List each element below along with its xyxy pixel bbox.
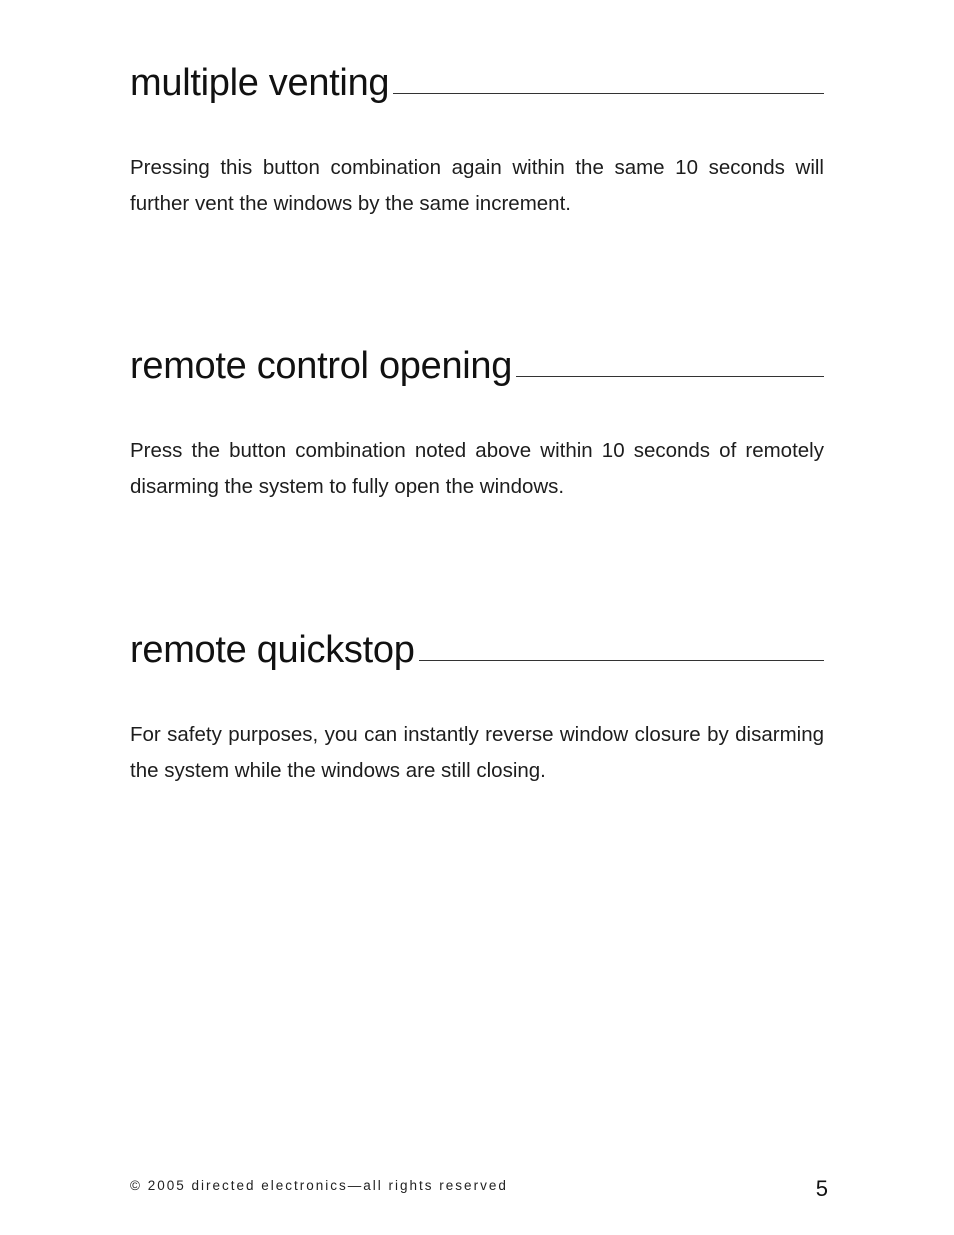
section-body: Pressing this button combination again within the same 10 seconds will further vent the windows by the same increment. (130, 156, 824, 215)
section-heading: remote quickstop (130, 631, 419, 669)
page-number: 5 (815, 1176, 828, 1201)
section-heading: multiple venting (130, 64, 393, 102)
section-multiple-venting (130, 58, 824, 222)
section-remote-quickstop (130, 625, 824, 789)
section-body: For safety purposes, you can instantly reverse window closure by disarming the system while the windows are still closing. (130, 723, 824, 782)
section-remote-control-opening (130, 341, 824, 505)
section-heading-row (130, 625, 824, 671)
footer-copyright: © 2005 directed electronics—all rights reserved (130, 1178, 508, 1193)
section-heading: remote control opening (130, 347, 516, 385)
section-body: Press the button combination noted above within 10 seconds of remotely disarming the system to fully open the windows. (130, 439, 824, 498)
section-heading-row (130, 341, 824, 387)
section-heading-row (130, 58, 824, 104)
